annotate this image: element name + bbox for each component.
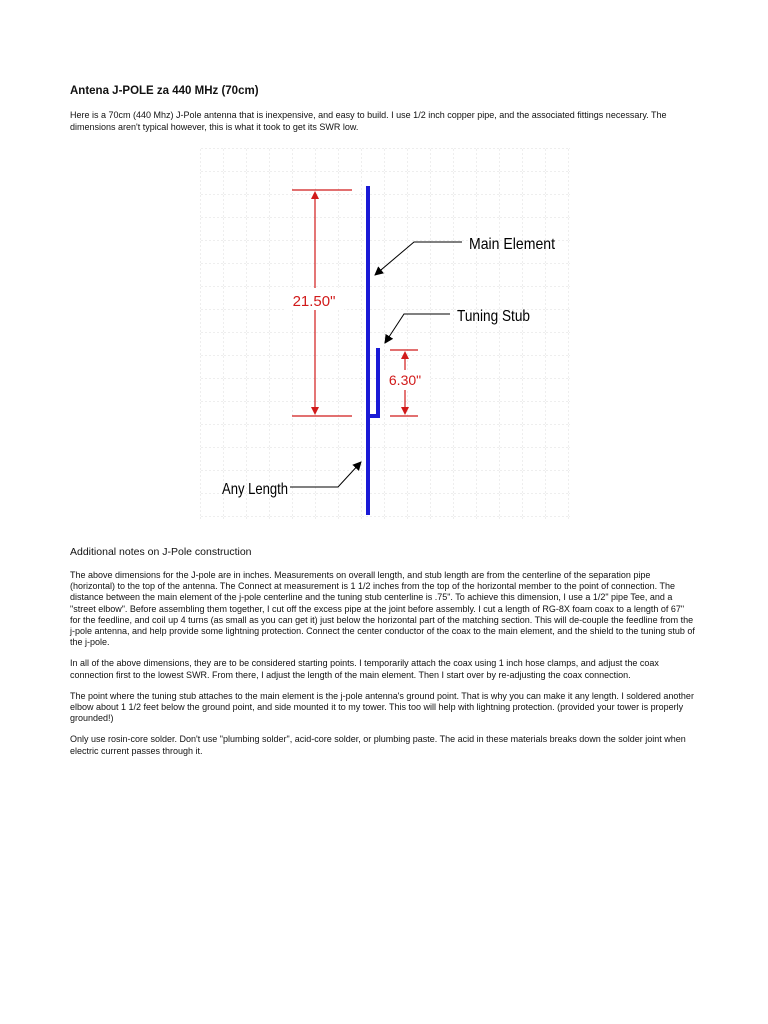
any-length-label: Any Length — [222, 481, 288, 498]
intro-paragraph: Here is a 70cm (440 Mhz) J-Pole antenna that is inexpensive, and easy to build. I use 1/2 inch copper pipe, and the associated fittings necessary. The dimensions aren't typical however, this is what it took to get its SWR low. — [70, 110, 667, 132]
notes-paragraph: The point where the tuning stub attaches to the main element is the j-pole antenna's ground point. That is why you can make it any length. I soldered another elbow about 1 1/2 feet below the ground point, and side mounted it to my tower. This too will help with lightning protection. (provided your tower is properly grounded!) — [70, 690, 694, 724]
notes-paragraph: Only use rosin-core solder. Don't use "plumbing solder", acid-core solder, or plumbing paste. The acid in these materials breaks down the solder joint when electric current passes through it. — [70, 734, 686, 756]
main-element-label: Main Element — [469, 236, 556, 253]
overall-dim-label: 21.50" — [292, 293, 336, 310]
stub-dim-label: 6.30" — [388, 372, 422, 388]
notes-paragraph: In all of the above dimensions, they are to be considered starting points. I temporarily attach the coax using 1 inch hose clamps, and adjust the coax connection first to the lowest SWR. From there, I adjust the length of the main element. Then I start over by re-adjusting the coax connection. — [70, 658, 659, 680]
notes-body — [70, 570, 695, 767]
notes-paragraph: The above dimensions for the J-pole are in inches. Measurements on overall length, and stub length are from the centerline of the separation pipe (horizontal) to the top of the antenna. The Connect at measurement is 1 1/2 inches from the top of the horizontal member to the point of connection. The distance between the main element of the j-pole centerline and the tuning stub centerline is .75". To achieve this dimension, I use a 1/2" pipe Tee, and a "street elbow". Before assembling them together, I cut off the excess pipe at the joint before assembly. I cut a length of RG-8X foam coax to a length of 67" for the feedline, and coil up 4 turns (as small as you can get it) just below the horizontal part of the matching section. This will de-couple the feedline from the j-pole antenna, and help provide some lightning protection. Connect the center conductor of the coax to the main element, and the shield to the tuning stub of the j-pole. — [70, 570, 695, 648]
j-pole-diagram — [200, 148, 570, 520]
page-title: Antena J-POLE za 440 MHz (70cm) — [70, 85, 259, 97]
j-pole-diagram-svg — [200, 148, 570, 520]
notes-heading: Additional notes on J-Pole construction — [70, 546, 252, 558]
grid-background — [200, 148, 570, 520]
tuning-stub-label: Tuning Stub — [457, 308, 531, 325]
